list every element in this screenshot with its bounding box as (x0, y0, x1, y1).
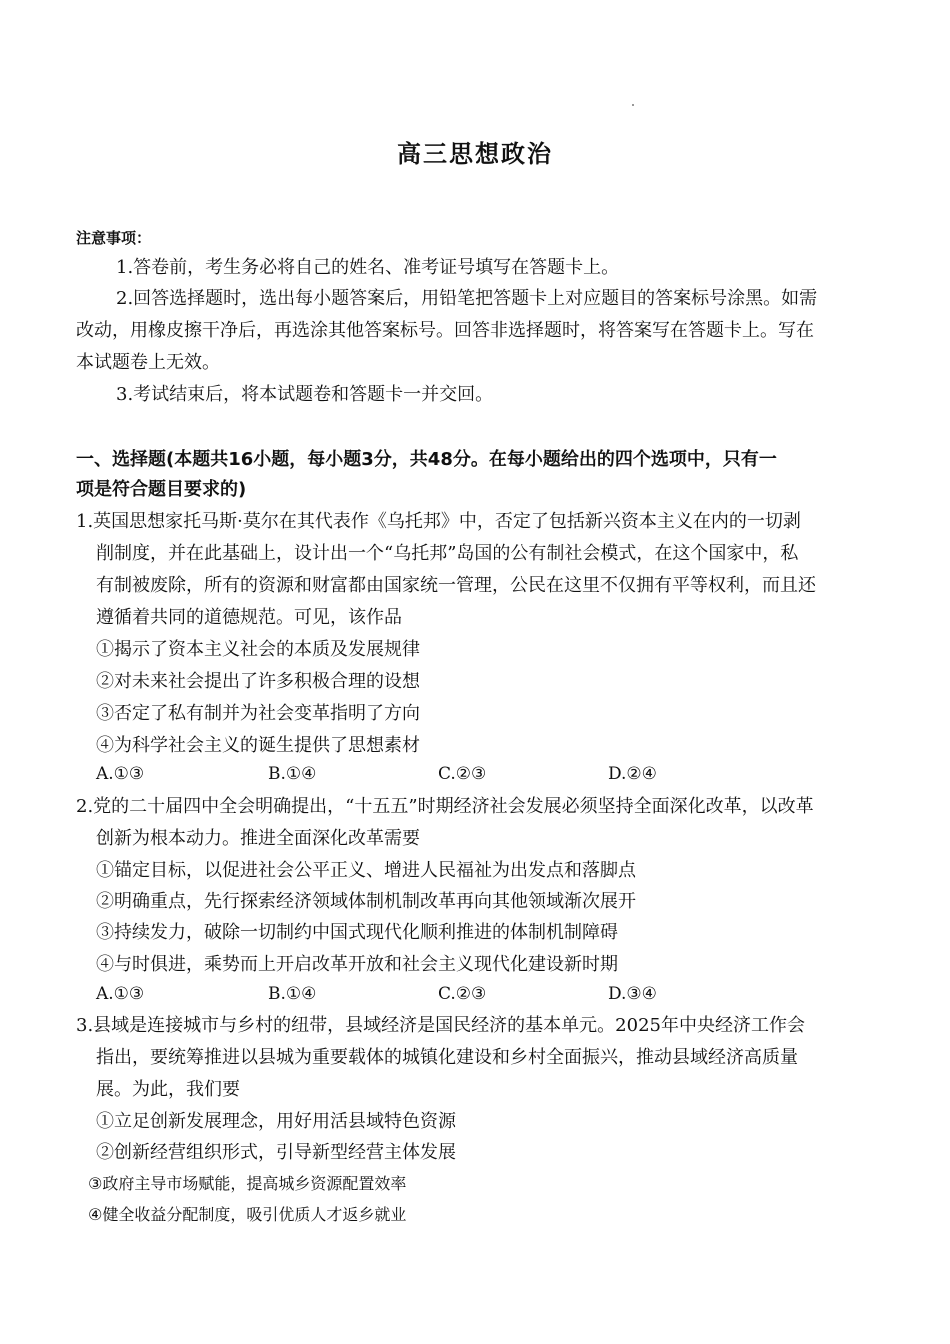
q1-option-d: D.②④ (608, 764, 657, 784)
notice-item-3: 3.考试结束后，将本试题卷和答题卡一并交回。 (116, 384, 494, 405)
q3-statement-3: ③政府主导市场赋能，提高城乡资源配置效率 (88, 1174, 407, 1193)
q1-stem-line-4: 遵循着共同的道德规范。可见，该作品 (96, 607, 402, 628)
q1-statement-3: ③否定了私有制并为社会变革指明了方向 (96, 703, 420, 724)
q2-option-c: C.②③ (438, 984, 487, 1004)
q1-option-c: C.②③ (438, 764, 487, 784)
q1-statement-1: ①揭示了资本主义社会的本质及发展规律 (96, 639, 420, 660)
q1-stem-line-1: 1.英国思想家托马斯·莫尔在其代表作《乌托邦》中，否定了包括新兴资本主义在内的一切剥 (76, 511, 801, 532)
q1-statement-2: ②对未来社会提出了许多积极合理的设想 (96, 671, 420, 692)
q3-statement-4: ④健全收益分配制度，吸引优质人才返乡就业 (88, 1205, 407, 1224)
q2-option-b: B.①④ (268, 984, 317, 1004)
q1-option-a: A.①③ (96, 764, 145, 784)
notice-heading: 注意事项： (76, 229, 152, 247)
q2-statement-3: ③持续发力，破除一切制约中国式现代化顺利推进的体制机制障碍 (96, 922, 618, 943)
q1-stem-line-2: 削制度，并在此基础上，设计出一个“乌托邦”岛国的公有制社会模式，在这个国家中，私 (96, 543, 799, 564)
section-heading-line-1: 一、选择题(本题共16小题，每小题3分，共48分。在每小题给出的四个选项中，只有一 (76, 449, 777, 470)
q2-statement-2: ②明确重点，先行探索经济领域体制机制改革再向其他领域渐次展开 (96, 891, 636, 912)
q3-statement-2: ②创新经营组织形式，引导新型经营主体发展 (96, 1142, 456, 1163)
q3-statement-1: ①立足创新发展理念，用好用活县域特色资源 (96, 1111, 456, 1132)
q2-statement-1: ①锚定目标，以促进社会公平正义、增进人民福祉为出发点和落脚点 (96, 860, 636, 881)
q3-stem-line-3: 展。为此，我们要 (96, 1079, 240, 1100)
q1-stem-line-3: 有制被废除，所有的资源和财富都由国家统一管理，公民在这里不仅拥有平等权利，而且还 (96, 575, 816, 596)
notice-item-2-line-1: 2.回答选择题时，选出每小题答案后，用铅笔把答题卡上对应题目的答案标号涂黑。如需 (116, 288, 818, 309)
q2-statement-4: ④与时俱进，乘势而上开启改革开放和社会主义现代化建设新时期 (96, 954, 618, 975)
q1-statement-4: ④为科学社会主义的诞生提供了思想素材 (96, 735, 420, 756)
q2-stem-line-1: 2.党的二十届四中全会明确提出，“十五五”时期经济社会发展必须坚持全面深化改革，以改革 (76, 796, 814, 817)
q3-stem-line-1: 3.县域是连接城市与乡村的纽带，县域经济是国民经济的基本单元。2025年中央经济工作会 (76, 1015, 805, 1036)
notice-item-2-line-3: 本试题卷上无效。 (76, 352, 220, 373)
q1-option-b: B.①④ (268, 764, 317, 784)
q2-stem-line-2: 创新为根本动力。推进全面深化改革需要 (96, 828, 420, 849)
scan-speck (632, 104, 634, 106)
q2-option-a: A.①③ (96, 984, 145, 1004)
section-heading-line-2: 项是符合题目要求的) (76, 479, 247, 500)
q2-option-d: D.③④ (608, 984, 657, 1004)
notice-item-1: 1.答卷前，考生务必将自己的姓名、准考证号填写在答题卡上。 (116, 257, 620, 278)
q3-stem-line-2: 指出，要统筹推进以县城为重要载体的城镇化建设和乡村全面振兴，推动县域经济高质量 (96, 1047, 798, 1068)
page-title: 高三思想政治 (397, 140, 553, 168)
notice-item-2-line-2: 改动，用橡皮擦干净后，再选涂其他答案标号。回答非选择题时，将答案写在答题卡上。写在 (76, 320, 814, 341)
